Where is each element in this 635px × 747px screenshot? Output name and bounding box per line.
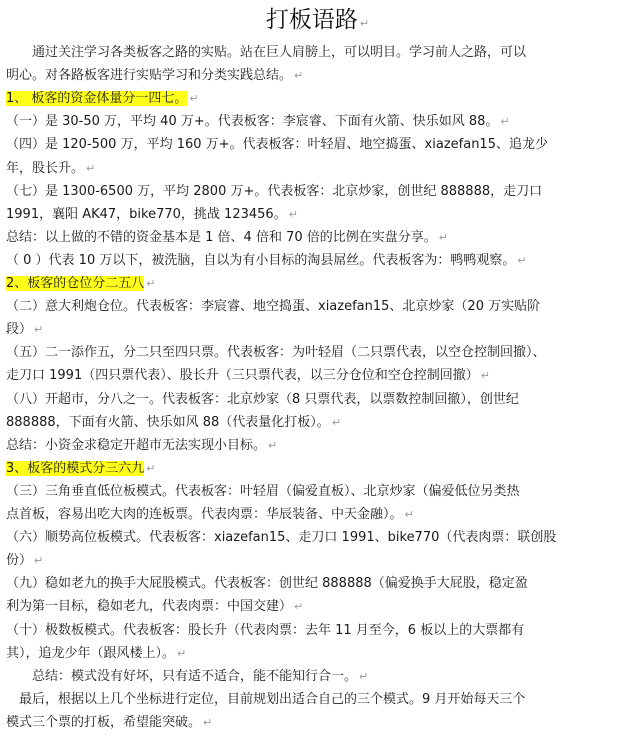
paragraph-mark: ↵: [500, 115, 510, 129]
line-text: 888888，下面有火箭、快乐如风 88（代表量化打板）。: [6, 414, 330, 430]
paragraph-mark: ↵: [203, 715, 213, 729]
text-line: [6, 227, 630, 249]
paragraph-mark: ↵: [34, 554, 44, 568]
text-line: [6, 319, 630, 341]
line-text: （十）极数板模式。代表板客：股长升（代表肉票：去年 11 月至今，6 板以上的大票都有: [6, 622, 525, 638]
text-line: [6, 620, 630, 642]
line-text: （五）二一添作五，分二只至四只票。代表板客：为叶轻眉（二只票代表，以空仓控制回撤）、: [6, 345, 546, 361]
text-line: [6, 250, 630, 272]
text-line: [6, 481, 630, 503]
line-text: 份）: [6, 553, 33, 569]
text-line: [6, 643, 630, 665]
text-line: [6, 158, 630, 180]
line-text: 其），追龙少年（跟风楼上）。: [6, 645, 176, 661]
paragraph-mark: ↵: [86, 161, 96, 175]
paragraph-mark: ↵: [146, 277, 156, 290]
paragraph-mark: ↵: [177, 646, 187, 660]
text-line: [6, 712, 630, 734]
paragraph-mark: ↵: [294, 69, 304, 83]
text-line: [6, 88, 630, 110]
paragraph-mark: ↵: [404, 508, 414, 521]
paragraph-mark: ↵: [359, 669, 369, 683]
text-line: [6, 65, 630, 87]
line-text: （二）意大利炮仓位。代表板客：李宸睿、地空捣蛋、xiazefan15、北京炒家（20 万实贴阶: [6, 299, 541, 315]
paragraph-mark: ↵: [288, 207, 298, 221]
text-line: [6, 689, 630, 711]
line-text: （四）是 120-500 万，平均 160 万+。代表板客：叶轻眉、地空捣蛋、xiazefan15、追龙少: [6, 137, 548, 153]
line-text: 段）: [6, 322, 33, 338]
text-line: [6, 181, 630, 203]
line-text: （一）是 30-50 万，平均 40 万+。代表板客：李宸睿、下面有火箭、快乐如风 88。: [6, 114, 499, 130]
text-line: [6, 596, 630, 618]
paragraph-mark: ↵: [480, 369, 490, 383]
paragraph-mark: ↵: [438, 230, 448, 244]
paragraph-mark: ↵: [359, 17, 370, 30]
text-line: [6, 573, 630, 595]
highlighted-heading: 1、 板客的资金体量分一四七。: [6, 91, 188, 107]
paragraph-mark: ↵: [294, 600, 304, 614]
title-text: 打板语路: [265, 7, 358, 33]
line-text: 1991，襄阳 AK47，bike770，挑战 123456。: [6, 206, 287, 222]
line-text: 通过关注学习各类板客之路的实贴。站在巨人肩膀上，可以明目。学习前人之路，可以: [6, 45, 527, 60]
paragraph-mark: ↵: [268, 438, 278, 452]
line-text: （三）三角垂直低位板模式。代表板客：叶轻眉（偏爱直板）、北京炒家（偏爱低位另类热: [6, 483, 520, 499]
text-line: [6, 273, 630, 295]
line-text: （七）是 1300-6500 万，平均 2800 万+。代表板客：北京炒家，创世纪 888888，走刀口: [6, 183, 543, 199]
text-line: [6, 527, 630, 549]
line-text: 走刀口 1991（四只票代表）、股长升（三只票代表，以三分仓位和空仓控制回撤）: [6, 368, 479, 384]
line-text: 总结：模式没有好坏，只有适不适合，能不能知行合一。: [6, 668, 358, 684]
line-text: （九）稳如老九的换手大屁股模式。代表板客：创世纪 888888（偏爱换手大屁股，稳定盈: [6, 576, 528, 592]
text-line: [6, 666, 630, 688]
highlighted-heading: 3、板客的模式分三六九: [6, 460, 145, 476]
text-line: [6, 550, 630, 572]
text-line: [6, 389, 630, 411]
text-line: [6, 296, 630, 318]
text-line: [6, 412, 630, 434]
document-title: [0, 4, 635, 40]
paragraph-mark: ↵: [331, 415, 342, 429]
line-text: 年，股长升。: [6, 160, 85, 176]
text-line: [6, 134, 630, 156]
line-text: 明心。对各路板客进行实贴学习和分类实践总结。: [6, 68, 293, 84]
highlighted-heading: 2、板客的仓位分二五八: [6, 276, 145, 291]
paragraph-mark: ↵: [34, 323, 44, 337]
text-line: [6, 458, 630, 480]
text-line: [6, 204, 630, 226]
line-text: 点首板，容易出吃大肉的连板票。代表肉票：华辰装备、中天金融）。: [6, 507, 403, 522]
paragraph-mark: ↵: [146, 461, 156, 475]
line-text: 模式三个票的打板，希望能突破。: [6, 714, 202, 730]
text-line: [6, 365, 630, 387]
line-text: 总结：小资金求稳定开超市无法实现小目标。: [6, 437, 267, 453]
text-line: [6, 435, 630, 457]
paragraph-mark: ↵: [517, 253, 527, 267]
line-text: （ 0 ）代表 10 万以下，被洗脑，自以为有小目标的淘县屌丝。代表板客为：鸭鸭观察。: [6, 252, 516, 268]
text-line: [6, 42, 630, 64]
text-line: [6, 111, 630, 133]
text-line: [6, 342, 630, 364]
paragraph-mark: ↵: [189, 92, 199, 106]
line-text: （六）顺势高位板模式。代表板客：xiazefan15、走刀口 1991、bike770（代表肉票：联创股: [6, 530, 557, 546]
line-text: （八）开超市，分八之一。代表板客：北京炒家（8 只票代表，以票数控制回撤），创世纪: [6, 391, 519, 407]
line-text: 总结：以上做的不错的资金基本是 1 倍、4 倍和 70 倍的比例在实盘分享。: [6, 229, 437, 245]
line-text: 最后，根据以上几个坐标进行定位，目前规划出适合自己的三个模式。9 月开始每天三个: [6, 691, 526, 707]
line-text: 利为第一目标，稳如老九，代表肉票：中国交建）: [6, 599, 293, 615]
text-line: [6, 504, 630, 526]
